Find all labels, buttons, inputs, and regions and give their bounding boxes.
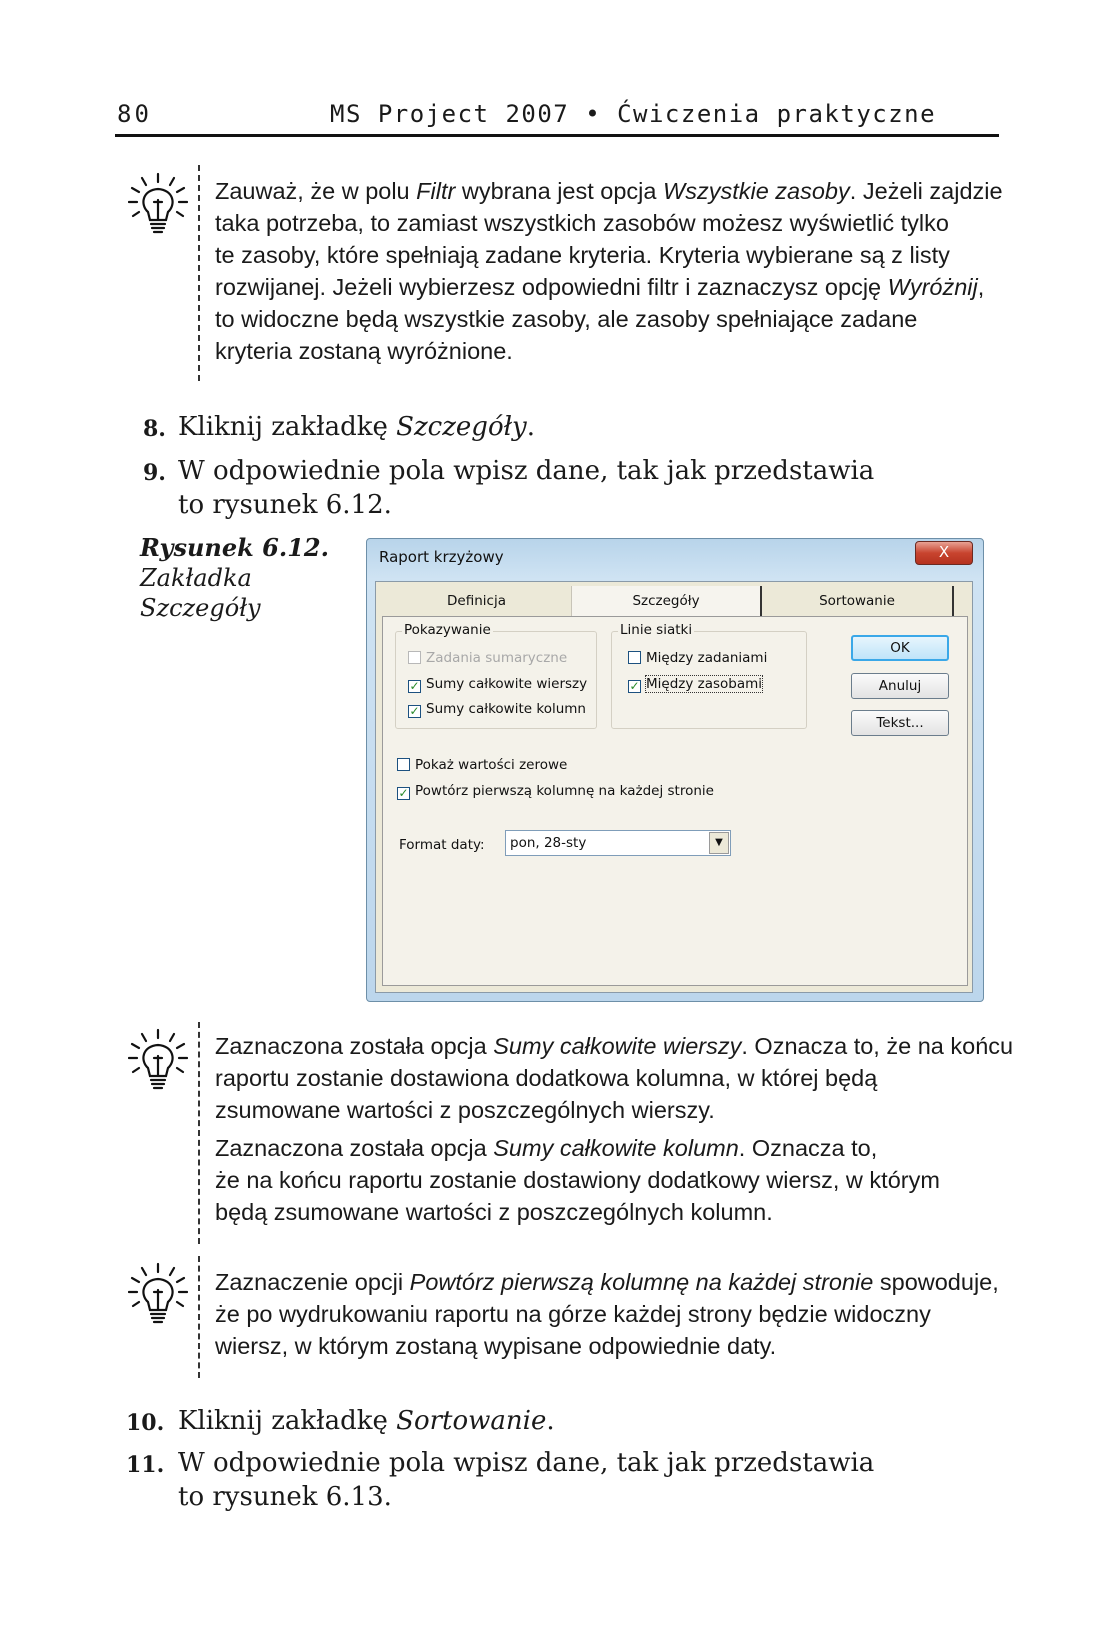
tip-text-run: to widoczne będą wszystkie zasoby, ale zasoby spełniające zadane — [215, 306, 918, 332]
tip-line — [215, 1196, 1013, 1228]
step-text: Kliknij zakładkę Sortowanie. — [178, 1406, 555, 1436]
tip-line — [215, 303, 1003, 335]
tip-text-run: te zasoby, które spełniają zadane kryteria. Kryteria wybierane są z listy — [215, 242, 950, 268]
tip-text-run: Zaznaczona została opcja — [215, 1033, 494, 1059]
tip-text-run: wiersz, w którym zostaną wypisane odpowiednie daty. — [215, 1333, 777, 1359]
tip-text-run: Zauważ, że w polu — [215, 178, 417, 204]
checkbox-label: Między zadaniami — [646, 650, 768, 666]
ok-button[interactable]: OK — [851, 635, 949, 661]
tip-note-repeat-column — [215, 1266, 999, 1362]
checkmark-icon[interactable]: ✓ — [409, 679, 420, 693]
checkbox-label: Między zasobami — [646, 676, 763, 692]
tip-text-run: . Oznacza to, — [738, 1135, 878, 1161]
lightbulb-icon — [128, 1028, 188, 1092]
italic-term: Sumy całkowite kolumn — [493, 1135, 739, 1161]
checkbox-row-totals[interactable] — [408, 676, 587, 693]
checkbox-box[interactable] — [628, 651, 641, 664]
step-text: W odpowiednie pola wpisz dane, tak jak przedstawia to rysunek 6.12. — [178, 456, 875, 520]
tab-strip — [382, 586, 968, 616]
tip-line — [215, 1330, 999, 1362]
tip-text-run: spowoduje, — [873, 1269, 999, 1295]
tip-line — [215, 1094, 1013, 1126]
tip-line — [215, 1266, 999, 1298]
date-format-value: pon, 28-sty — [510, 835, 587, 851]
tip-note-totals — [215, 1030, 1013, 1228]
tip-line — [215, 1298, 999, 1330]
italic-term: Wyróżnij — [887, 274, 978, 300]
tip-paragraph — [215, 1266, 999, 1362]
checkbox-label: Powtórz pierwszą kolumnę na każdej stronie — [415, 783, 714, 799]
tab-sorting[interactable]: Sortowanie — [762, 586, 954, 616]
chevron-down-icon[interactable]: ▼ — [709, 832, 729, 854]
group-show — [395, 622, 597, 729]
tip-line — [215, 1164, 1013, 1196]
tip-text-run: raportu zostanie dostawiona dodatkowa kolumna, w której będą — [215, 1065, 878, 1091]
tip-note-filter — [215, 175, 1003, 367]
tip-text-run: rozwijanej. Jeżeli wybierzesz odpowiedni filtr i zaznaczysz opcję — [215, 274, 888, 300]
tip-line — [215, 1062, 1013, 1094]
step-number: 10. — [126, 1410, 165, 1436]
italic-term: Filtr — [416, 178, 456, 204]
checkbox-repeat-first-column[interactable] — [397, 783, 714, 800]
tip-text-run: taka potrzeba, to zamiast wszystkich zasobów możesz wyświetlić tylko — [215, 210, 949, 236]
tip-line — [215, 1030, 1013, 1062]
dialog-title: Raport krzyżowy — [379, 548, 504, 566]
italic-term: Sumy całkowite wierszy — [493, 1033, 742, 1059]
date-format-select[interactable] — [505, 830, 731, 856]
dialog-client — [375, 581, 973, 993]
figure-caption-line: Zakładka — [140, 564, 252, 592]
checkbox-label: Sumy całkowite wierszy — [426, 676, 588, 692]
text-button[interactable]: Tekst... — [851, 710, 949, 736]
tip-divider — [198, 165, 200, 381]
tip-line — [215, 239, 1003, 271]
tip-text-run: . Jeżeli zajdzie — [849, 178, 1003, 204]
checkbox-summary-tasks[interactable] — [408, 650, 567, 666]
tab-details[interactable]: Szczegóły — [572, 586, 762, 616]
tip-text-run: , — [977, 274, 985, 300]
tip-text-run: Zaznaczona została opcja — [215, 1135, 494, 1161]
checkmark-icon[interactable]: ✓ — [409, 704, 420, 718]
italic-term: Powtórz pierwszą kolumnę na każdej stronie — [409, 1269, 874, 1295]
checkbox-show-zero-values[interactable] — [397, 757, 567, 773]
dialog-cross-report — [366, 538, 984, 1002]
group-label: Linie siatki — [620, 622, 693, 638]
step-number: 9. — [143, 460, 166, 486]
group-gridlines — [611, 622, 807, 729]
lightbulb-icon — [128, 172, 188, 236]
tip-line — [215, 1132, 1013, 1164]
tip-divider — [198, 1022, 200, 1244]
checkbox-label: Zadania sumaryczne — [426, 650, 568, 666]
tip-text-run: wybrana jest opcja — [455, 178, 664, 204]
figure-caption-line: Szczegóły — [140, 594, 261, 622]
tip-text-run: będą zsumowane wartości z poszczególnych kolumn. — [215, 1199, 773, 1225]
group-label: Pokazywanie — [404, 622, 491, 638]
checkmark-icon[interactable]: ✓ — [629, 679, 640, 693]
tip-text-run: że na końcu raportu zostanie dostawiony dodatkowy wiersz, w którym — [215, 1167, 940, 1193]
lightbulb-icon — [128, 1262, 188, 1326]
tip-paragraph — [215, 1030, 1013, 1126]
tip-line — [215, 175, 1003, 207]
checkbox-box[interactable] — [397, 758, 410, 771]
running-title: MS Project 2007 • Ćwiczenia praktyczne — [330, 100, 937, 128]
cancel-button[interactable]: Anuluj — [851, 673, 949, 699]
figure-caption — [140, 533, 329, 623]
tab-panel-details — [382, 616, 968, 986]
tip-line — [215, 207, 1003, 239]
date-format-label: Format daty: — [399, 837, 485, 853]
tip-paragraph — [215, 1132, 1013, 1228]
tip-line — [215, 271, 1003, 303]
checkbox-between-tasks[interactable] — [628, 650, 767, 666]
tip-text-run: Zaznaczenie opcji — [215, 1269, 410, 1295]
italic-term: Wszystkie zasoby — [663, 178, 850, 204]
tip-divider — [198, 1256, 200, 1378]
step-number: 8. — [143, 416, 166, 442]
checkmark-icon[interactable]: ✓ — [398, 786, 409, 800]
step-number: 11. — [126, 1452, 165, 1478]
step-text: Kliknij zakładkę Szczegóły. — [178, 412, 535, 442]
checkbox-box[interactable] — [408, 651, 421, 664]
tab-definition[interactable]: Definicja — [382, 586, 572, 616]
tip-paragraph — [215, 175, 1003, 367]
checkbox-column-totals[interactable] — [408, 701, 586, 718]
page-number: 80 — [117, 100, 152, 128]
figure-number: Rysunek 6.12. — [140, 533, 329, 562]
tip-text-run: że po wydrukowaniu raportu na górze każdej strony będzie widoczny — [215, 1301, 931, 1327]
header-rule — [115, 134, 999, 137]
checkbox-between-resources[interactable] — [628, 676, 762, 693]
checkbox-label: Sumy całkowite kolumn — [426, 701, 586, 717]
tip-line — [215, 335, 1003, 367]
close-button[interactable]: X — [915, 541, 973, 565]
tip-text-run: kryteria zostaną wyróżnione. — [215, 338, 513, 364]
tip-text-run: zsumowane wartości z poszczególnych wierszy. — [215, 1097, 715, 1123]
checkbox-label: Pokaż wartości zerowe — [415, 757, 568, 773]
tip-text-run: . Oznacza to, że na końcu — [741, 1033, 1014, 1059]
step-text: W odpowiednie pola wpisz dane, tak jak przedstawia to rysunek 6.13. — [178, 1448, 875, 1512]
